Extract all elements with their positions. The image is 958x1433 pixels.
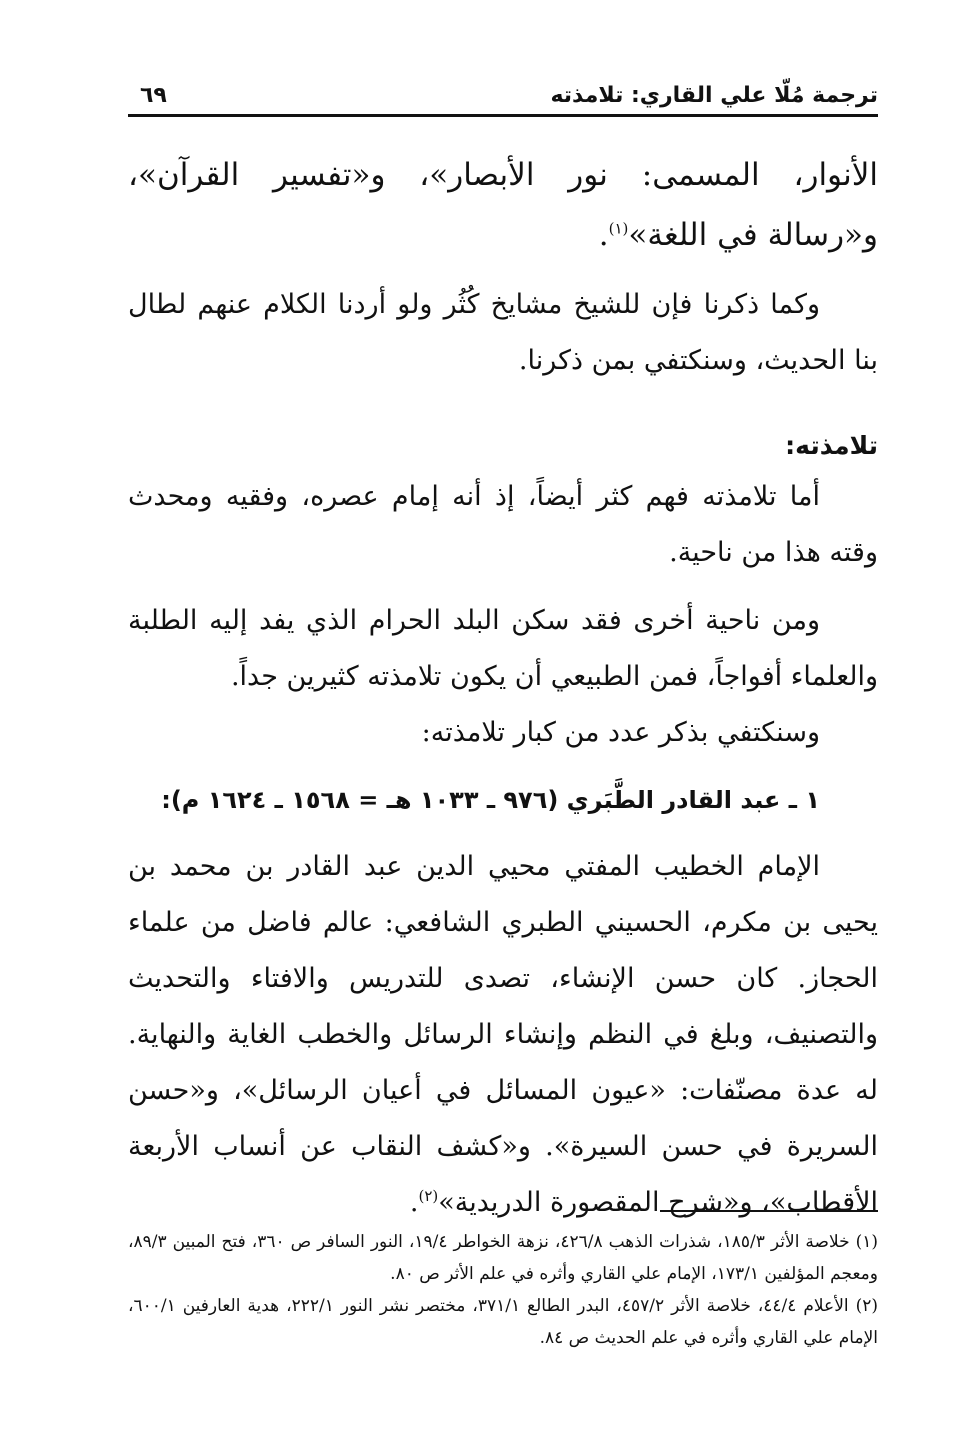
paragraph-text: الأنوار، المسمى: نور الأبصار»، و«تفسير القرآن»، و«رسالة في اللغة» (128, 157, 878, 253)
footnote-ref-1: (١) (608, 219, 629, 238)
paragraph-list-intro: وسنكتفي بذكر عدد من كبار تلامذته: (421, 717, 820, 748)
entry-heading-tabari: ١ ـ عبد القادر الطَّبَري (٩٧٦ ـ ١٠٣٣ هـ = ١٥٦٨ ـ ١٦٢٤ م): (161, 786, 820, 814)
footnote-divider (660, 1210, 878, 1212)
paragraph-works-continued (128, 145, 878, 265)
footnote-1: (١) خلاصة الأثر ١٨٥/٣، شذرات الذهب ٤٢٦/٨، نزهة الخواطر ١٩/٤، النور السافر ص ٣٦٠، فتح المبين ٨٩/٣، ومعجم المؤلفين ١٧٣/١، الإمام علي القاري وأثره في علم الأثر ص ٨٠. (128, 1232, 878, 1284)
footnote-2: (٢) الأعلام ٤٤/٤، خلاصة الأثر ٤٥٧/٢، البدر الطالع ٣٧١/١، مختصر نشر النور ٢٢٢/١، هدية العارفين ٦٠٠/١، الإمام علي القاري وأثره في علم الحديث ص ٨٤. (128, 1296, 878, 1348)
paragraph-teachers: وكما ذكرنا فإن للشيخ مشايخ كُثُر ولو أردنا الكلام عنهم لطال بنا الحديث، وسنكتفي بمن ذكرنا. (128, 289, 878, 376)
page-number: ٦٩ (140, 83, 167, 108)
main-text (128, 145, 878, 1231)
footnote-ref-2: (٢) (418, 1187, 439, 1205)
paragraph-students-many: أما تلامذته فهم كثر أيضاً، إذ أنه إمام عصره، وفقيه ومحدث وقته هذا من ناحية. (128, 481, 878, 568)
running-title: ترجمة مُلّا علي القاري: تلامذته (550, 83, 878, 108)
paragraph-tabari-bio (128, 839, 878, 1231)
footnotes (128, 1226, 878, 1354)
paragraph-text: الإمام الخطيب المفتي محيي الدين عبد القادر بن محمد بن يحيى بن مكرم، الحسيني الطبري الشافعي: عالم فاضل من علماء الحجاز. كان حسن الإنشاء، تصدى للتدريس والافتاء والتحديث والتصنيف، وبلغ في النظم وإنشاء الرسائل والخطب الغاية والنهاية. له عدة مصنّفات: «عيون المسائل في أعيان الرسائل»، و«حسن السريرة في حسن السيرة». و«كشف النقاب عن أنساب الأربعة الأقطاب»، و«شرح المقصورة الدريدية» (128, 851, 878, 1218)
section-heading-students: تلامذته: (785, 431, 878, 460)
paragraph-end: . (409, 1187, 419, 1218)
running-header (128, 62, 878, 117)
paragraph-mecca: ومن ناحية أخرى فقد سكن البلد الحرام الذي يفد إليه الطلبة والعلماء أفواجاً، فمن الطبيعي أن يكون تلامذته كثيرين جداً. (128, 605, 878, 692)
paragraph-end: . (598, 217, 609, 253)
